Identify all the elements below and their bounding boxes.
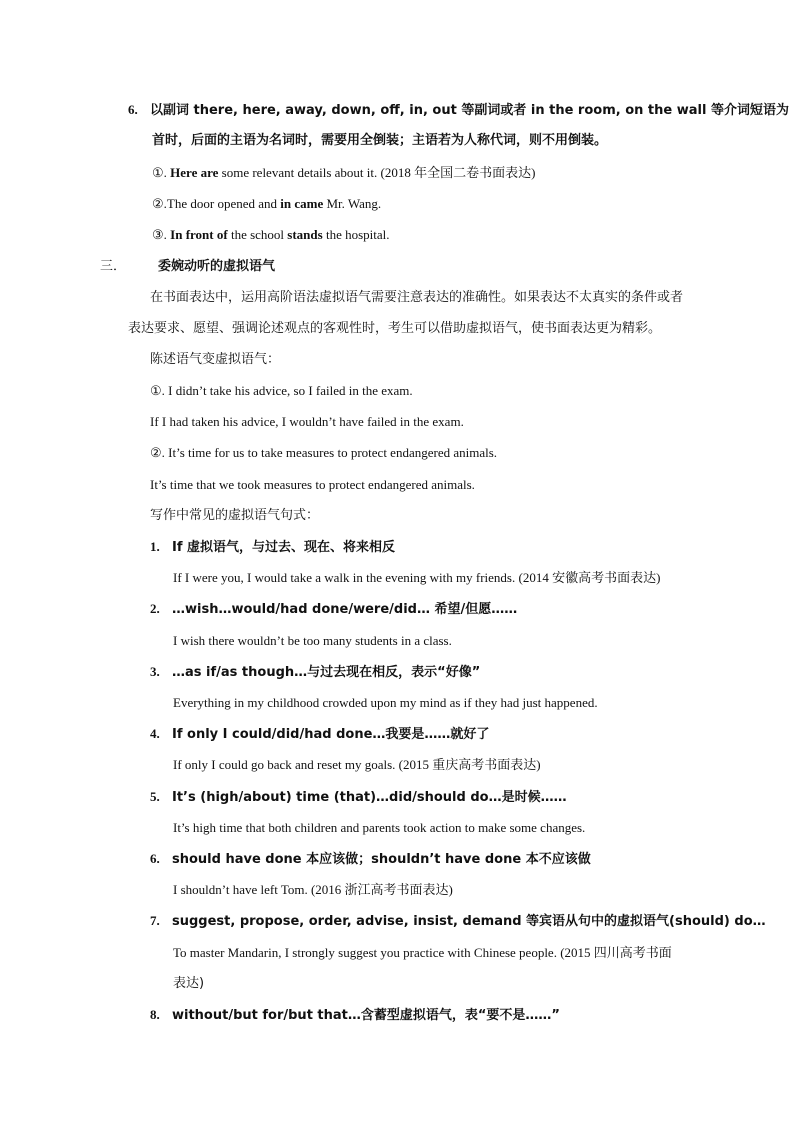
section3-intro-2: 表达要求、愿望、强调论述观点的客观性时，考生可以借助虚拟语气，使书面表达更为精彩。 <box>128 321 662 336</box>
item6-example-2 <box>152 195 381 213</box>
pattern-2-title <box>150 600 517 619</box>
pattern-title-text: …as if/as though…与过去现在相反，表示“好像” <box>172 665 481 680</box>
example-marker: ①. <box>152 165 167 180</box>
item6-example-1 <box>152 164 535 182</box>
conv-line-4: It’s time that we took measures to protect endangered animals. <box>150 477 475 492</box>
pattern-title-text: If 虚拟语气，与过去、现在、将来相反 <box>172 540 396 555</box>
example-bold: Here are <box>170 165 219 180</box>
pattern-1-example: If I were you, I would take a walk in the evening with my friends. (2014 安徽高考书面表达) <box>173 570 661 585</box>
pattern-number: 2. <box>150 601 160 616</box>
item6-text1: 以副词 there, here, away, down, off, in, out 等副词或者 in the room, on the wall 等介词短语为 <box>150 103 789 118</box>
item6-example-3 <box>152 226 390 244</box>
example-marker: ③. <box>152 227 167 242</box>
pattern-3-title <box>150 663 480 682</box>
pattern-title-text: should have done 本应该做；shouldn’t have done 本不应该做 <box>172 852 591 867</box>
pattern-title-text: suggest, propose, order, advise, insist, demand 等宾语从句中的虚拟语气(should) do… <box>172 914 766 929</box>
pattern-number: 4. <box>150 726 160 741</box>
pattern-title-text: It’s (high/about) time (that)…did/should do…是时候…… <box>172 790 567 805</box>
conv-line-2: If I had taken his advice, I wouldn’t have failed in the exam. <box>150 414 464 429</box>
pattern-7-title <box>150 912 766 931</box>
example-bold: In front of <box>170 227 228 242</box>
example-bold: in came <box>280 196 324 211</box>
pattern-4-example: If only I could go back and reset my goals. (2015 重庆高考书面表达) <box>173 757 541 772</box>
pattern-8-title <box>150 1006 560 1025</box>
item6-line1 <box>128 101 789 120</box>
example-rest: some relevant details about it. (2018 年全国二卷书面表达) <box>218 165 536 180</box>
pattern-title-text: If only I could/did/had done…我要是……就好了 <box>172 727 490 742</box>
example-rest: Mr. Wang. <box>323 196 382 211</box>
item6-line2: 首时，后面的主语为名词时，需要用全倒装；主语若为人称代词，则不用倒装。 <box>152 133 608 148</box>
convert-label: 陈述语气变虚拟语气： <box>150 352 281 367</box>
pattern-number: 1. <box>150 539 160 554</box>
section3-heading <box>100 258 275 276</box>
section3-number: 三． <box>100 259 127 274</box>
conv-line-3: ②. It’s time for us to take measures to protect endangered animals. <box>150 445 498 460</box>
pattern-number: 7. <box>150 913 160 928</box>
pattern-4-title <box>150 725 489 744</box>
example-mid: the school <box>227 227 288 242</box>
example-pre: The door opened and <box>166 196 281 211</box>
item6-number: 6. <box>128 102 138 117</box>
pattern-7-example-cont: 表达) <box>173 976 205 991</box>
pattern-7-example: To master Mandarin, I strongly suggest you practice with Chinese people. (2015 四川高考书面 <box>173 945 672 960</box>
pattern-3-example: Everything in my childhood crowded upon my mind as if they had just happened. <box>173 695 598 710</box>
pattern-6-example: I shouldn’t have left Tom. (2016 浙江高考书面表达) <box>173 882 453 897</box>
section3-intro-1: 在书面表达中，运用高阶语法虚拟语气需要注意表达的准确性。如果表达不太真实的条件或者 <box>150 290 684 305</box>
pattern-title-text: …wish…would/had done/were/did… 希望/但愿…… <box>172 602 518 617</box>
example-marker: ②. <box>152 196 167 211</box>
pattern-2-example: I wish there wouldn’t be too many students in a class. <box>173 633 452 648</box>
pattern-5-example: It’s high time that both children and parents took action to make some changes. <box>173 820 586 835</box>
conv-line-1: ①. I didn’t take his advice, so I failed in the exam. <box>150 383 413 398</box>
example-bold2: stands <box>287 227 323 242</box>
section3-title: 委婉动听的虚拟语气 <box>158 259 276 274</box>
pattern-number: 6. <box>150 851 160 866</box>
pattern-number: 3. <box>150 664 160 679</box>
pattern-6-title <box>150 850 591 869</box>
pattern-1-title <box>150 538 395 557</box>
pattern-number: 8. <box>150 1007 160 1022</box>
pattern-number: 5. <box>150 789 160 804</box>
pattern-5-title <box>150 788 567 807</box>
example-rest: the hospital. <box>322 227 390 242</box>
patterns-label: 写作中常见的虚拟语气句式： <box>150 508 320 523</box>
pattern-title-text: without/but for/but that…含蓄型虚拟语气，表“要不是……” <box>172 1008 560 1023</box>
